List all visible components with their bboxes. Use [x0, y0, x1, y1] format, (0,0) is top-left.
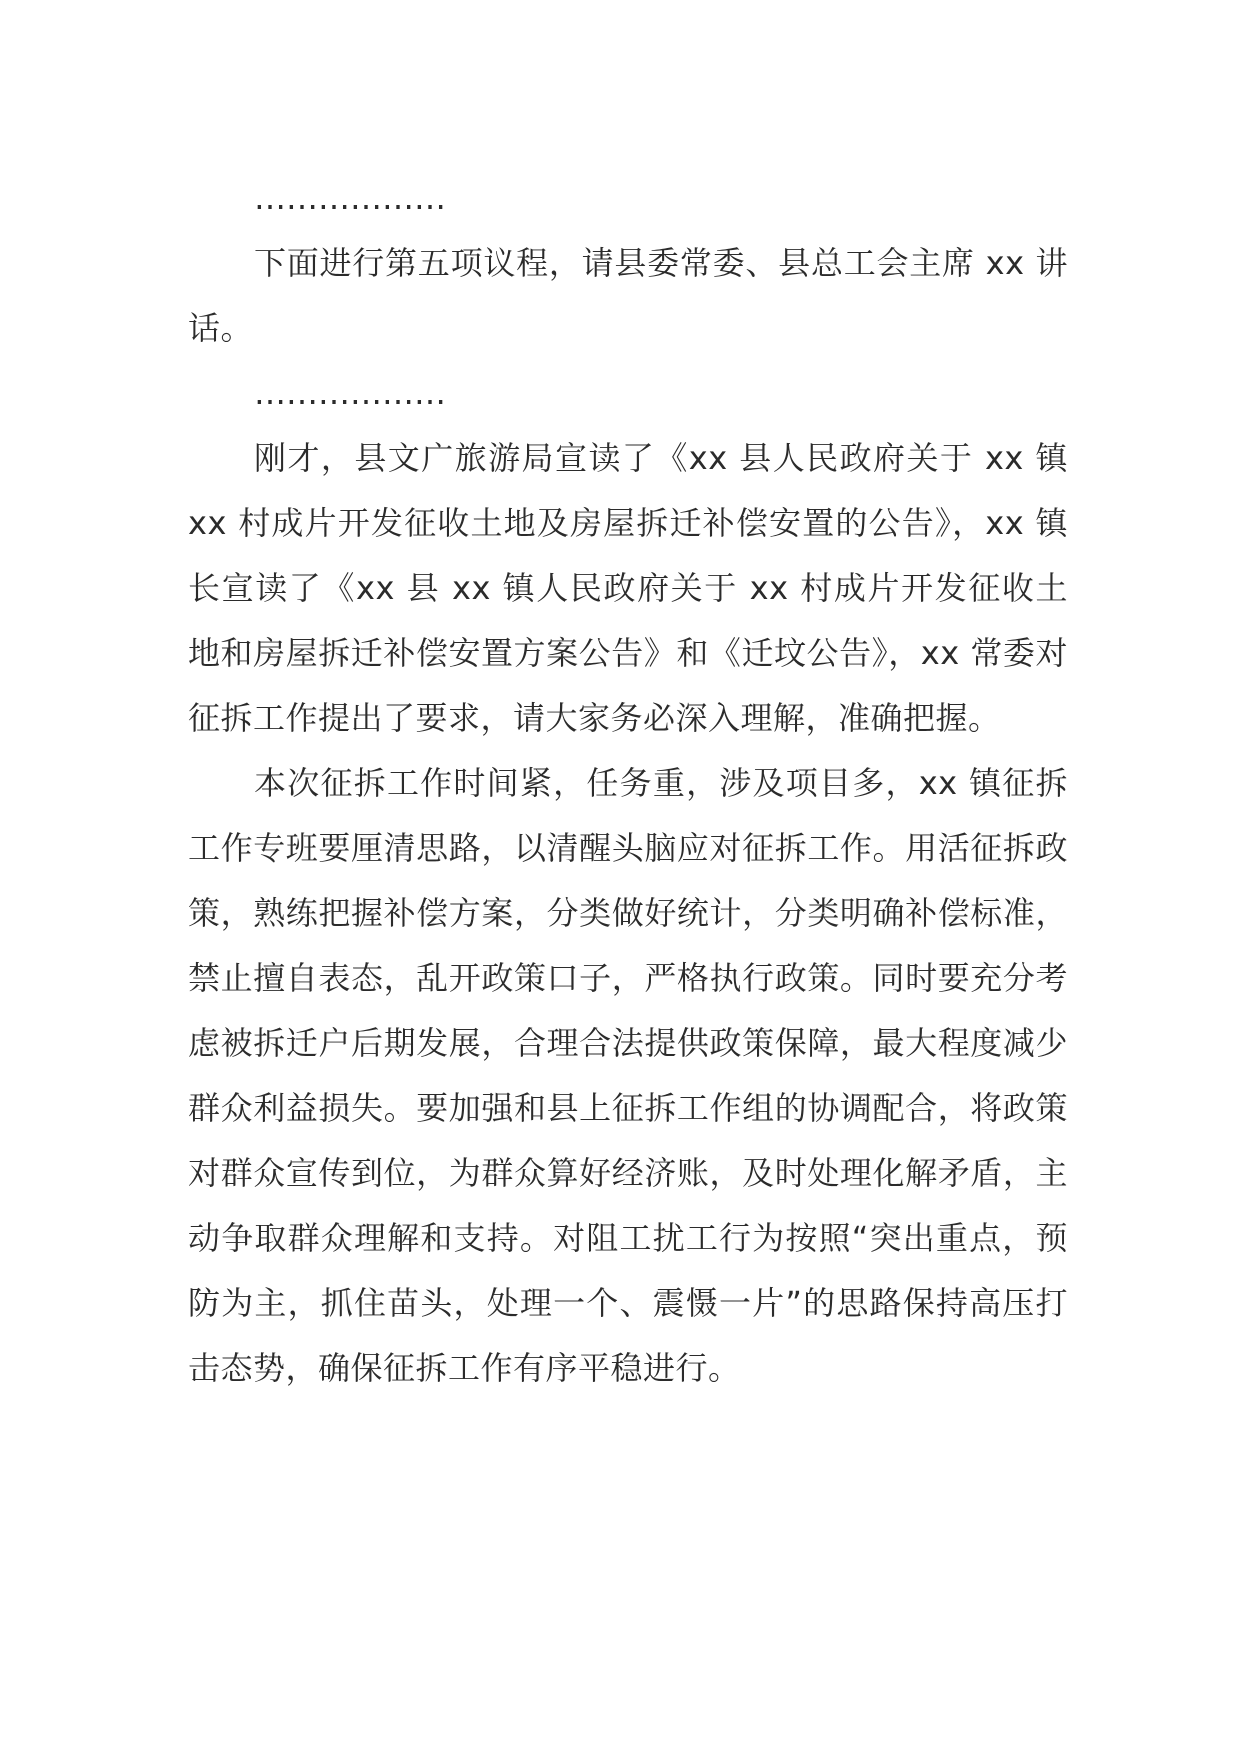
ellipsis-line: ………………: [254, 179, 446, 217]
ellipsis-line: ………………: [254, 374, 446, 412]
work-requirements-paragraph: 本次征拆工作时间紧，任务重，涉及项目多，xx 镇征拆工作专班要厘清思路，以清醒头脑应对征拆工作。用活征拆政策，熟练把握补偿方案，分类做好统计，分类明确补偿标准，禁止擅自表态，乱开政策口子，严格执行政策。同时要充分考虑被拆迁户后期发展，合理合法提供政策保障，最大程度减少群众利益损失。要加强和县上征拆工作组的协调配合，将政策对群众宣传到位，为群众算好经济账，及时处理化解矛盾，主动争取群众理解和支持。对阻工扰工行为按照“突出重点，预防为主，抓住苗头，处理一个、震慑一片”的思路保持高压打击态势，确保征拆工作有序平稳进行。: [188, 764, 1068, 1387]
document-body: [188, 166, 1068, 1401]
announcement-summary-paragraph: 刚才，县文广旅游局宣读了《xx 县人民政府关于 xx 镇 xx 村成片开发征收土地及房屋拆迁补偿安置的公告》，xx 镇长宣读了《xx 县 xx 镇人民政府关于 xx 村成片开发征收土地和房屋拆迁补偿安置方案公告》和《迁坟公告》，xx 常委对征拆工作提出了要求，请大家务必深入理解，准确把握。: [188, 439, 1068, 737]
agenda-item-paragraph: 下面进行第五项议程，请县委常委、县总工会主席 xx 讲话。: [188, 244, 1068, 347]
